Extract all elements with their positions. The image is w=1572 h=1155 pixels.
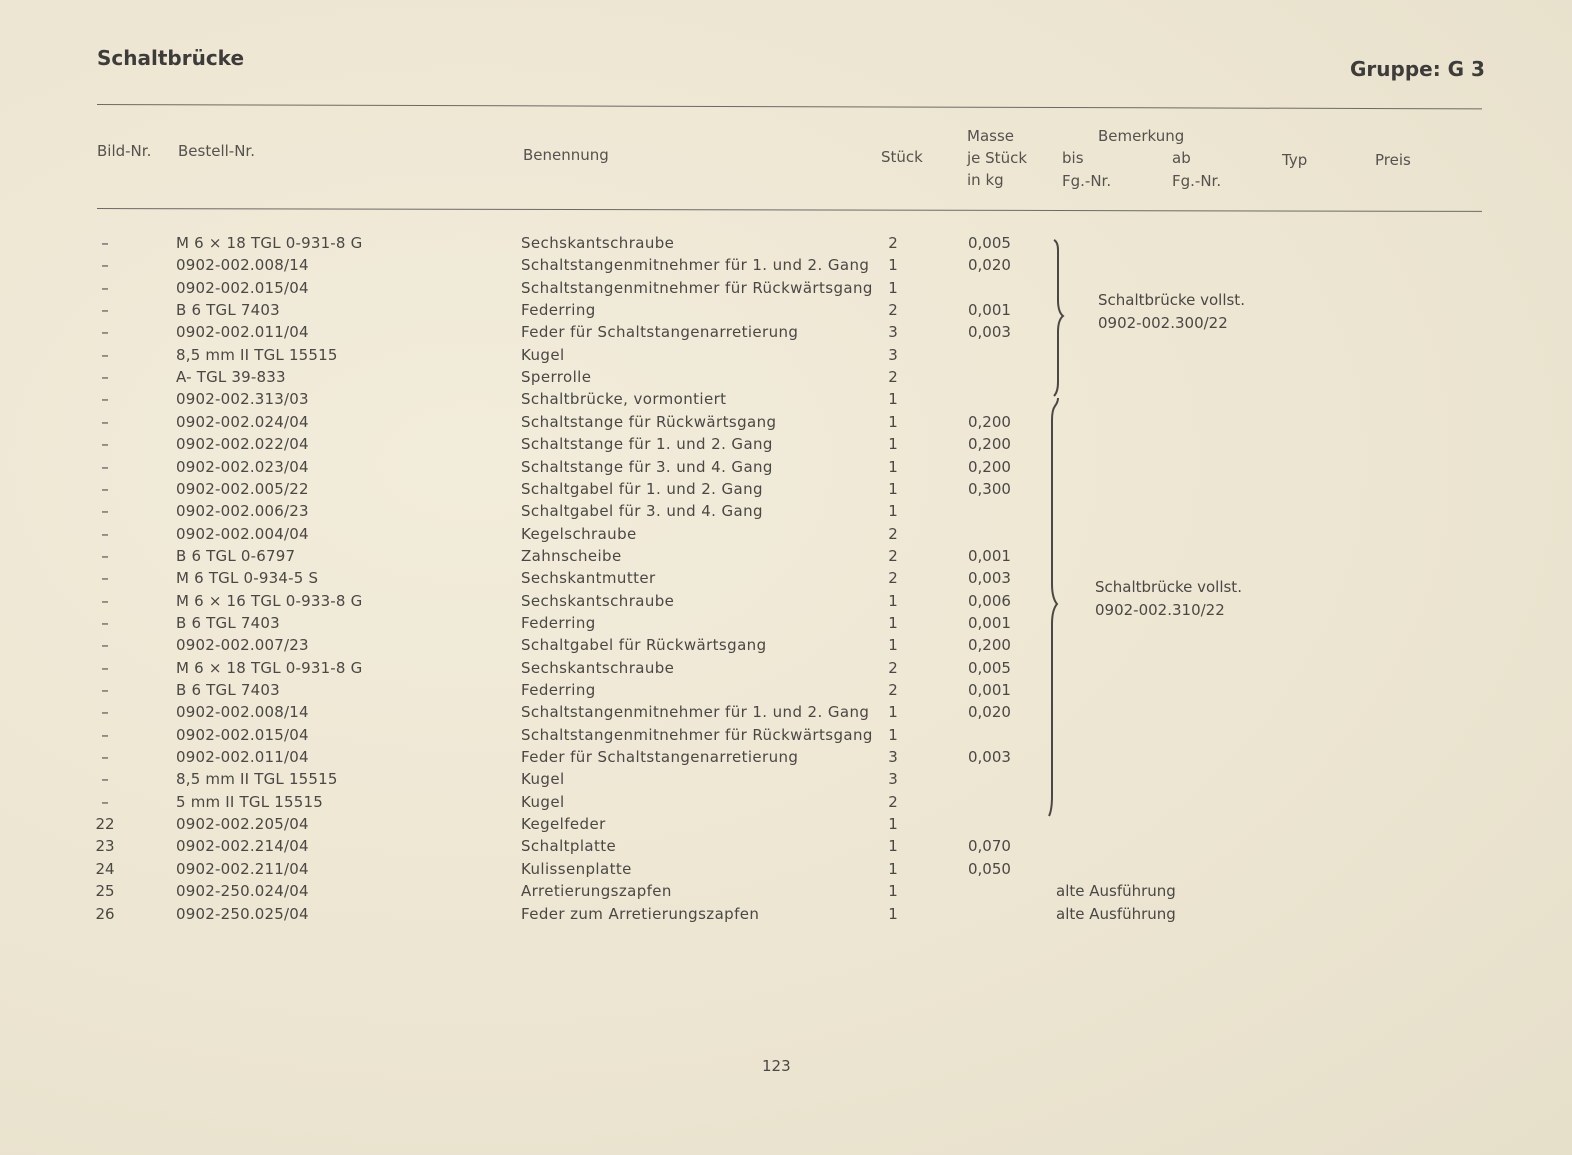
table-row	[0, 835, 1572, 857]
masse-cell: 0,001	[968, 546, 1011, 565]
masse-cell: 0,070	[968, 837, 1011, 856]
masse-cell: 0,001	[968, 681, 1011, 699]
bestell-nr-cell: 0902-250.024/04	[176, 882, 309, 901]
stueck-cell: 2	[888, 658, 898, 677]
header-bottom-rule	[97, 208, 1482, 212]
stueck-cell: 2	[888, 546, 898, 565]
bestell-nr-cell: 0902-002.004/04	[176, 524, 309, 543]
masse-cell: 0,003	[968, 569, 1011, 588]
bild-nr-cell: –	[101, 636, 109, 655]
col-bestell-nr: Bestell-Nr.	[178, 142, 255, 160]
stueck-cell: 1	[888, 613, 898, 632]
table-row	[0, 321, 1572, 343]
benennung-cell: Schaltstangenmitnehmer für 1. und 2. Gang	[521, 703, 870, 722]
col-masse-3: in kg	[967, 171, 1004, 189]
bestell-nr-cell: B 6 TGL 7403	[176, 301, 280, 320]
stueck-cell: 1	[888, 435, 898, 454]
bestell-nr-cell: 0902-002.005/22	[176, 479, 309, 498]
benennung-cell: Feder zum Arretierungszapfen	[521, 904, 760, 923]
brace-note-1-title: Schaltbrücke vollst.	[1098, 291, 1245, 309]
benennung-cell: Schaltstange für 3. und 4. Gang	[521, 457, 773, 476]
stueck-cell: 2	[888, 569, 898, 588]
benennung-cell: Kegelschraube	[521, 524, 637, 543]
stueck-cell: 2	[888, 681, 898, 699]
table-row	[0, 433, 1572, 455]
stueck-cell: 3	[888, 323, 898, 342]
stueck-cell: 1	[888, 904, 898, 923]
benennung-cell: Schaltstange für 1. und 2. Gang	[521, 435, 773, 454]
group-label: Gruppe: G 3	[1350, 57, 1485, 81]
bestell-nr-cell: 0902-002.024/04	[176, 412, 309, 431]
stueck-cell: 1	[888, 703, 898, 722]
masse-cell: 0,300	[968, 479, 1011, 498]
benennung-cell: Schaltstangenmitnehmer für Rückwärtsgang	[521, 725, 873, 744]
table-row	[0, 344, 1572, 366]
benennung-cell: Federring	[521, 301, 596, 320]
table-row	[0, 679, 1572, 701]
table-row	[0, 768, 1572, 790]
bestell-nr-cell: 0902-002.313/03	[176, 390, 309, 409]
benennung-cell: Kugel	[521, 792, 565, 811]
masse-cell: 0,006	[968, 591, 1011, 610]
masse-cell: 0,005	[968, 658, 1011, 677]
bestell-nr-cell: 0902-002.015/04	[176, 725, 309, 744]
benennung-cell: Schaltstange für Rückwärtsgang	[521, 412, 777, 431]
masse-cell: 0,050	[968, 859, 1011, 878]
brace-note-1-number: 0902-002.300/22	[1098, 314, 1228, 332]
group-brace	[1046, 236, 1066, 821]
stueck-cell: 2	[888, 524, 898, 543]
bild-nr-cell: 22	[95, 815, 115, 834]
stueck-cell: 1	[888, 502, 898, 521]
bild-nr-cell: 25	[95, 882, 115, 901]
bestell-nr-cell: M 6 × 16 TGL 0-933-8 G	[176, 591, 363, 610]
page-title: Schaltbrücke	[97, 46, 245, 70]
bestell-nr-cell: 0902-002.214/04	[176, 837, 309, 856]
bild-nr-cell: –	[101, 301, 109, 320]
stueck-cell: 2	[888, 301, 898, 320]
table-row	[0, 634, 1572, 656]
benennung-cell: Schaltstangenmitnehmer für Rückwärtsgang	[521, 278, 873, 297]
col-ab-1: ab	[1172, 149, 1191, 167]
masse-cell: 0,003	[968, 748, 1011, 767]
bild-nr-cell: –	[101, 524, 109, 543]
stueck-cell: 2	[888, 234, 898, 252]
bestell-nr-cell: B 6 TGL 7403	[176, 681, 280, 699]
bestell-nr-cell: M 6 TGL 0-934-5 S	[176, 569, 319, 588]
stueck-cell: 3	[888, 770, 898, 789]
benennung-cell: Schaltbrücke, vormontiert	[521, 390, 727, 409]
bild-nr-cell: –	[101, 256, 109, 275]
bild-nr-cell: –	[101, 368, 109, 387]
stueck-cell: 3	[888, 345, 898, 364]
bild-nr-cell: –	[101, 770, 109, 789]
masse-cell: 0,200	[968, 457, 1011, 476]
col-bis-2: Fg.-Nr.	[1062, 172, 1112, 190]
benennung-cell: Arretierungszapfen	[521, 882, 672, 901]
stueck-cell: 1	[888, 882, 898, 901]
bestell-nr-cell: 0902-002.022/04	[176, 435, 309, 454]
masse-cell: 0,200	[968, 636, 1011, 655]
col-bis-1: bis	[1062, 149, 1084, 167]
stueck-cell: 1	[888, 278, 898, 297]
bild-nr-cell: –	[101, 748, 109, 767]
benennung-cell: Schaltgabel für 1. und 2. Gang	[521, 479, 763, 498]
table-row	[0, 523, 1572, 545]
benennung-cell: Federring	[521, 613, 596, 632]
bild-nr-cell: –	[101, 435, 109, 454]
benennung-cell: Zahnscheibe	[521, 546, 622, 565]
table-row	[0, 858, 1572, 880]
bild-nr-cell: –	[101, 681, 109, 699]
bestell-nr-cell: 0902-002.008/14	[176, 256, 309, 275]
benennung-cell: Schaltplatte	[521, 837, 617, 856]
bild-nr-cell: –	[101, 345, 109, 364]
benennung-cell: Federring	[521, 681, 596, 699]
stueck-cell: 1	[888, 591, 898, 610]
bestell-nr-cell: M 6 × 18 TGL 0-931-8 G	[176, 658, 363, 677]
bestell-nr-cell: 0902-002.023/04	[176, 457, 309, 476]
header-rule	[97, 104, 1482, 109]
benennung-cell: Feder für Schaltstangenarretierung	[521, 748, 799, 767]
bild-nr-cell: –	[101, 278, 109, 297]
stueck-cell: 1	[888, 390, 898, 409]
stueck-cell: 1	[888, 815, 898, 834]
col-stueck: Stück	[881, 148, 923, 166]
masse-cell: 0,001	[968, 613, 1011, 632]
stueck-cell: 1	[888, 837, 898, 856]
table-row	[0, 299, 1572, 321]
table-row	[0, 701, 1572, 723]
benennung-cell: Sechskantschraube	[521, 591, 675, 610]
table-row	[0, 456, 1572, 478]
bild-nr-cell: –	[101, 412, 109, 431]
bild-nr-cell: –	[101, 569, 109, 588]
stueck-cell: 2	[888, 792, 898, 811]
col-masse-2: je Stück	[967, 149, 1028, 167]
benennung-cell: Schaltstangenmitnehmer für 1. und 2. Gang	[521, 256, 870, 275]
table-row	[0, 277, 1572, 299]
table-row	[0, 791, 1572, 813]
col-typ: Typ	[1282, 151, 1308, 169]
table-row	[0, 478, 1572, 500]
stueck-cell: 1	[888, 412, 898, 431]
bestell-nr-cell: B 6 TGL 7403	[176, 613, 280, 632]
bild-nr-cell: –	[101, 658, 109, 677]
bild-nr-cell: –	[101, 479, 109, 498]
bestell-nr-cell: 5 mm II TGL 15515	[176, 792, 323, 811]
benennung-cell: Kegelfeder	[521, 815, 606, 834]
benennung-cell: Sechskantmutter	[521, 569, 656, 588]
table-row	[0, 590, 1572, 612]
bild-nr-cell: –	[101, 792, 109, 811]
col-bild-nr: Bild-Nr.	[97, 142, 152, 160]
bestell-nr-cell: 8,5 mm II TGL 15515	[176, 770, 338, 789]
table-row	[0, 366, 1572, 388]
brace-note-2-title: Schaltbrücke vollst.	[1095, 578, 1242, 596]
masse-cell: 0,003	[968, 323, 1011, 342]
col-bemerkung: Bemerkung	[1098, 127, 1185, 145]
col-ab-2: Fg.-Nr.	[1172, 172, 1222, 190]
bild-nr-cell: –	[101, 703, 109, 722]
stueck-cell: 1	[888, 636, 898, 655]
bemerkung-cell: alte Ausführung	[1056, 904, 1176, 923]
table-row	[0, 545, 1572, 567]
bestell-nr-cell: 0902-002.008/14	[176, 703, 309, 722]
brace-note-2	[1095, 576, 1242, 622]
bild-nr-cell: –	[101, 725, 109, 744]
benennung-cell: Schaltgabel für 3. und 4. Gang	[521, 502, 763, 521]
stueck-cell: 1	[888, 479, 898, 498]
bild-nr-cell: 26	[95, 904, 115, 923]
benennung-cell: Kulissenplatte	[521, 859, 632, 878]
bild-nr-cell: –	[101, 234, 109, 252]
bild-nr-cell: –	[101, 323, 109, 342]
table-row	[0, 746, 1572, 768]
bestell-nr-cell: 0902-002.211/04	[176, 859, 309, 878]
stueck-cell: 3	[888, 748, 898, 767]
bestell-nr-cell: B 6 TGL 0-6797	[176, 546, 296, 565]
bestell-nr-cell: 0902-002.006/23	[176, 502, 309, 521]
masse-cell: 0,005	[968, 234, 1011, 252]
bestell-nr-cell: 0902-002.015/04	[176, 278, 309, 297]
stueck-cell: 1	[888, 256, 898, 275]
masse-cell: 0,020	[968, 256, 1011, 275]
brace-note-1	[1098, 289, 1245, 335]
table-row	[0, 813, 1572, 835]
bemerkung-cell: alte Ausführung	[1056, 882, 1176, 901]
bild-nr-cell: –	[101, 502, 109, 521]
page-number: 123	[762, 1057, 791, 1075]
bild-nr-cell: –	[101, 546, 109, 565]
bestell-nr-cell: 0902-002.011/04	[176, 748, 309, 767]
benennung-cell: Schaltgabel für Rückwärtsgang	[521, 636, 767, 655]
benennung-cell: Kugel	[521, 770, 565, 789]
table-row	[0, 254, 1572, 276]
benennung-cell: Sechskantschraube	[521, 658, 675, 677]
masse-cell: 0,001	[968, 301, 1011, 320]
table-row	[0, 880, 1572, 902]
table-row	[0, 657, 1572, 679]
masse-cell: 0,200	[968, 435, 1011, 454]
bestell-nr-cell: 0902-002.205/04	[176, 815, 309, 834]
table-row	[0, 612, 1572, 634]
brace-note-2-number: 0902-002.310/22	[1095, 601, 1225, 619]
table-row	[0, 232, 1572, 254]
bestell-nr-cell: M 6 × 18 TGL 0-931-8 G	[176, 234, 363, 252]
table-row	[0, 724, 1572, 746]
bild-nr-cell: –	[101, 390, 109, 409]
table-row	[0, 567, 1572, 589]
bild-nr-cell: –	[101, 591, 109, 610]
table-row	[0, 388, 1572, 410]
stueck-cell: 1	[888, 457, 898, 476]
stueck-cell: 1	[888, 725, 898, 744]
stueck-cell: 1	[888, 859, 898, 878]
col-benennung: Benennung	[523, 146, 609, 164]
bestell-nr-cell: 8,5 mm II TGL 15515	[176, 345, 338, 364]
table-row	[0, 500, 1572, 522]
bestell-nr-cell: 0902-250.025/04	[176, 904, 309, 923]
bestell-nr-cell: A- TGL 39-833	[176, 368, 286, 387]
benennung-cell: Sperrolle	[521, 368, 592, 387]
table-row	[0, 411, 1572, 433]
bild-nr-cell: 24	[95, 859, 115, 878]
bild-nr-cell: 23	[95, 837, 115, 856]
benennung-cell: Kugel	[521, 345, 565, 364]
stueck-cell: 2	[888, 368, 898, 387]
table-row	[0, 903, 1572, 925]
bestell-nr-cell: 0902-002.011/04	[176, 323, 309, 342]
benennung-cell: Feder für Schaltstangenarretierung	[521, 323, 799, 342]
bild-nr-cell: –	[101, 457, 109, 476]
col-masse-1: Masse	[967, 127, 1014, 145]
benennung-cell: Sechskantschraube	[521, 234, 675, 252]
bestell-nr-cell: 0902-002.007/23	[176, 636, 309, 655]
masse-cell: 0,020	[968, 703, 1011, 722]
col-preis: Preis	[1375, 151, 1411, 169]
masse-cell: 0,200	[968, 412, 1011, 431]
bild-nr-cell: –	[101, 613, 109, 632]
